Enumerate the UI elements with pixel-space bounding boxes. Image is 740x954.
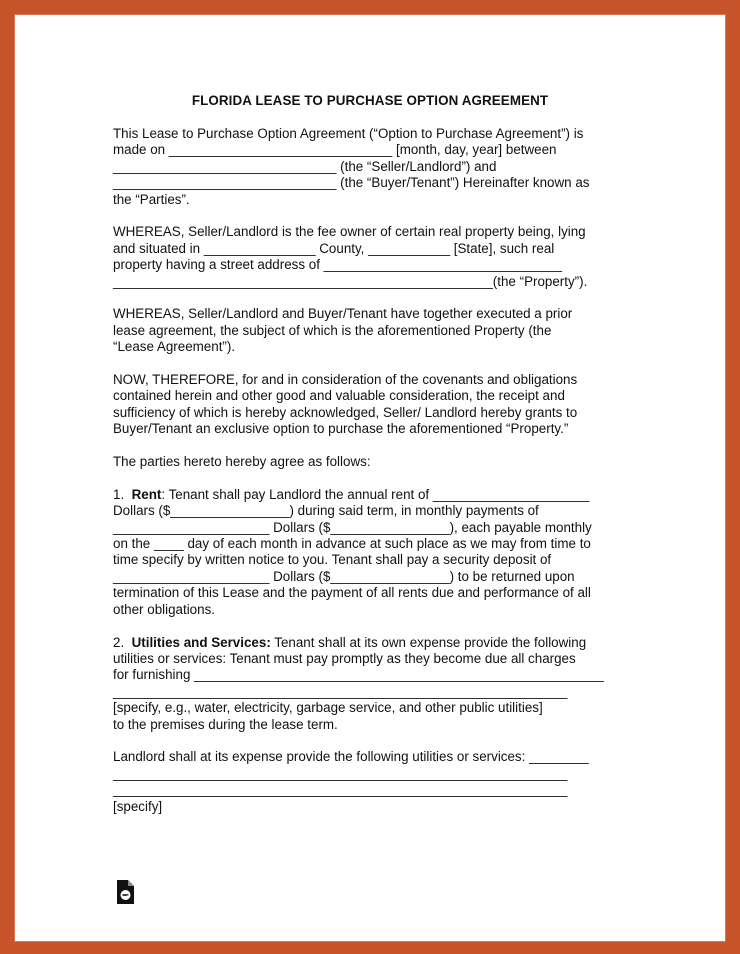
document-body	[113, 126, 633, 815]
document-page	[14, 14, 726, 942]
text-line: ___________________________________________________(the “Property”).	[113, 273, 588, 289]
rent-heading: Rent	[131, 486, 162, 502]
text-line: lease agreement, the subject of which is the aforementioned Property (the	[113, 322, 552, 338]
text-line: contained herein and other good and valuable consideration, the receipt and	[113, 388, 565, 404]
text-line: Landlord shall at its expense provide the following utilities or services: ________	[113, 749, 589, 765]
text-line: utilities or services: Tenant must pay promptly as they become due all charges	[113, 650, 576, 666]
text-line: on the ____ day of each month in advance at such place as we may from time to	[113, 536, 591, 552]
whereas-paragraph-2	[113, 306, 633, 355]
text-line: NOW, THEREFORE, for and in consideration of the covenants and obligations	[113, 372, 578, 388]
text-line: time specify by written notice to you. Tenant shall pay a security deposit of	[113, 552, 552, 568]
text-line: ______________________________ (the “Buyer/Tenant”) Hereinafter known as	[113, 175, 590, 191]
utilities-first-line	[113, 635, 633, 651]
text-line: [specify, e.g., water, electricity, garbage service, and other public utilities]	[113, 700, 543, 716]
text-line: property having a street address of ________________________________	[113, 257, 562, 273]
rent-number: 1.	[113, 486, 132, 502]
text-line: termination of this Lease and the payment of all rents due and performance of all	[113, 585, 591, 601]
document-title: FLORIDA LEASE TO PURCHASE OPTION AGREEMENT	[191, 93, 549, 108]
text-line: This Lease to Purchase Option Agreement (“Option to Purchase Agreement”) is	[113, 126, 584, 141]
rent-first-line	[113, 487, 633, 503]
text-line: for furnishing _______________________________________________________	[113, 667, 604, 683]
text-line: Dollars ($________________) during said term, in monthly payments of	[113, 503, 539, 519]
landlord-utilities-section	[113, 749, 633, 815]
text-line: _____________________________________________________________	[113, 782, 568, 798]
utilities-heading: Utilities and Services:	[131, 634, 271, 650]
text-line: Buyer/Tenant an exclusive option to purchase the aforementioned “Property.”	[113, 421, 569, 437]
text-line: the “Parties”.	[113, 191, 190, 207]
text-line: _____________________________________________________________	[113, 683, 568, 699]
text-line: WHEREAS, Seller/Landlord is the fee owner of certain real property being, lying	[113, 224, 586, 240]
eforms-logo-icon	[116, 880, 134, 904]
whereas-paragraph-1	[113, 224, 633, 290]
rent-first-text: : Tenant shall pay Landlord the annual rent of _____________________	[161, 486, 590, 502]
text-line: sufficiency of which is hereby acknowledged, Seller/ Landlord hereby grants to	[113, 404, 578, 420]
text-line: “Lease Agreement”).	[113, 339, 236, 355]
utilities-section	[113, 635, 633, 733]
rent-section	[113, 487, 633, 618]
text-line: and situated in _______________ County, ___________ [State], such real	[113, 240, 555, 256]
text-line: _____________________________________________________________	[113, 765, 568, 781]
utilities-number: 2.	[113, 634, 132, 650]
text-line: _____________________ Dollars ($________________), each payable monthly	[113, 519, 592, 535]
text-line: [specify]	[113, 798, 163, 814]
now-therefore-paragraph	[113, 372, 633, 438]
text-line: other obligations.	[113, 601, 215, 617]
text-line: made on ______________________________ [month, day, year] between	[113, 142, 557, 158]
text-line: WHEREAS, Seller/Landlord and Buyer/Tenant have together executed a prior	[113, 306, 573, 322]
agree-line: The parties hereto hereby agree as follows:	[113, 454, 371, 470]
text-line: to the premises during the lease term.	[113, 716, 338, 732]
text-line: ______________________________ (the “Seller/Landlord”) and	[113, 158, 497, 174]
utilities-first-text: Tenant shall at its own expense provide the following	[270, 634, 587, 650]
intro-paragraph	[113, 126, 633, 208]
text-line: _____________________ Dollars ($________________) to be returned upon	[113, 568, 575, 584]
